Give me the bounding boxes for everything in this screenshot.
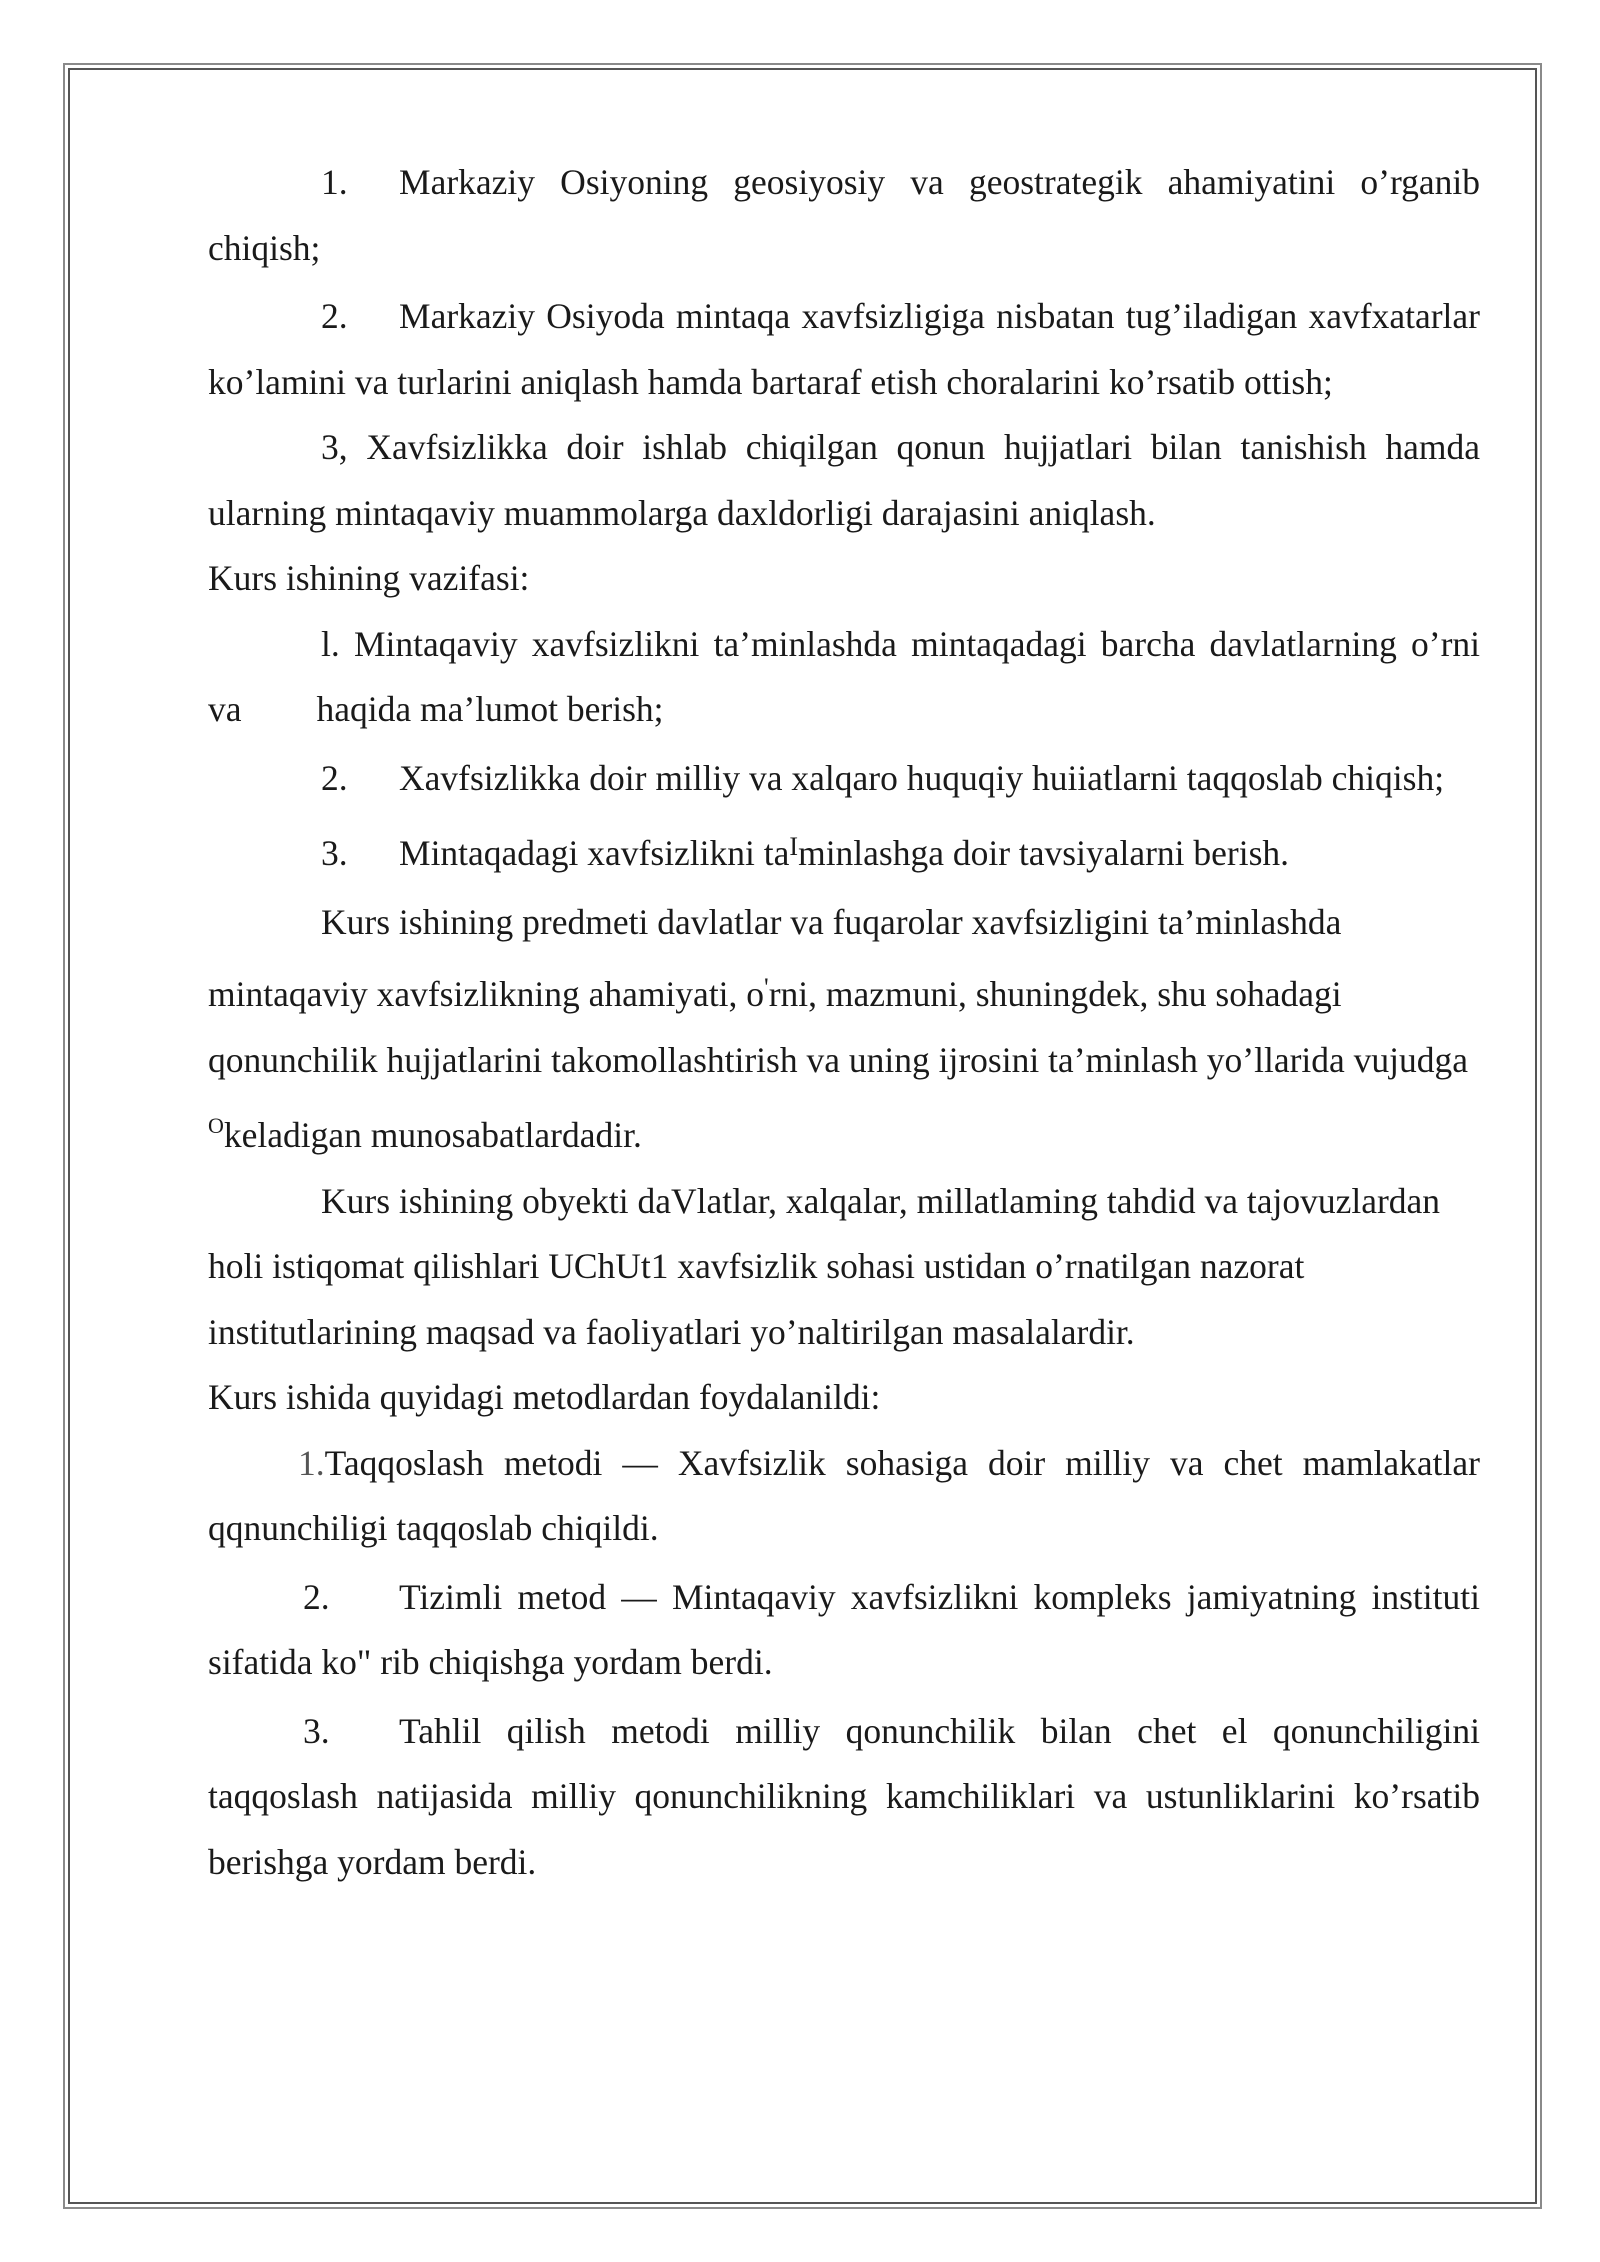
superscript-mark: O [208,1113,224,1138]
goal-item-1 [208,150,1480,281]
list-number: 1. [321,162,348,202]
list-number: 3, [321,427,348,467]
subject-paragraph [208,890,1480,1169]
method-item-1 [208,1431,1480,1562]
tasks-heading: Kurs ishining vazifasi: [208,558,530,598]
list-text: Mintaqadagi xavfsizlikni ta [399,833,790,873]
list-text-continued: minlashga doir tavsiyalarni berish. [798,833,1290,873]
list-number: 2. [303,1576,330,1617]
list-number: l. [321,623,340,664]
methods-heading: Kurs ishida quyidagi metodlardan foydalanildi: [208,1377,881,1417]
list-text: Xavfsizlikka doir ishlab chiqilgan qonun hujjatlari bilan tanishish hamda ularning mintaqaviy muammolarga daxldorligi darajasini aniqlash. [208,427,1481,533]
task-item-3 [208,814,1480,887]
list-text: Tahlil qilish metodi milliy qonunchilik bilan chet el qonunchiligini taqqoslash natijasida milliy qonunchilikning kamchiliklari va ustunliklarini ko’rsatib berishga yordam berdi. [208,1710,1480,1882]
object-paragraph: Kurs ishining obyekti daVlatlar, xalqalar, millatlaming tahdid va tajovuzlardan holi istiqomat qilishlari UChUt1 xavfsizlik sohasi ustidan o’rnatilgan nazorat institutlarining maqsad va faoliyatlari yo’naltirilgan masalalardir. [208,1180,1441,1352]
paragraph-text: Kurs ishining predmeti davlatlar va fuqarolar xavfsizligini ta’minlashda mintaqaviy xavfsizlikning ahamiyati, o [208,901,1342,1014]
ocr-mark: I [789,832,799,861]
task-item-2 [208,746,1480,812]
list-number: 2. [321,757,348,798]
list-text: Tizimli metod — Mintaqaviy xavfsizlikni kompleks jamiyatning instituti sifatida ko" rib chiqishga yordam berdi. [208,1576,1480,1682]
goal-item-3 [208,415,1480,546]
task-item-1 [208,612,1480,743]
list-text: Markaziy Osiyoning geosiyosiy va geostrategik ahamiyatini o’rganib chiqish; [208,162,1480,268]
list-text-continued: haqida ma’lumot berish; [316,689,664,729]
goal-item-2 [208,284,1480,415]
list-number: 3. [303,1710,330,1751]
list-text: Markaziy Osiyoda mintaqa xavfsizligiga nisbatan tug’iladigan xavfxatarlar ko’lamini va turlarini aniqlash hamda bartaraf etish choralarini ko’rsatib ottish; [208,296,1480,402]
list-text: Mintaqaviy xavfsizlikni ta’minlashda mintaqadagi barcha davlatlarning o’rni va [208,623,1481,729]
method-item-3 [208,1699,1480,1896]
list-text: Xavfsizlikka doir milliy va xalqaro huquqiy huiiatlarni taqqoslab chiqish; [399,757,1445,798]
list-text: Taqqoslash metodi — Xavfsizlik sohasiga doir milliy va chet mamlakatlar qqnunchiligi taqqoslab chiqildi. [208,1442,1480,1548]
document-body [208,150,1480,1895]
list-number: 3. [321,833,348,873]
method-item-2 [208,1565,1480,1696]
list-number: 2. [321,296,348,336]
list-number: 1. [298,1442,325,1483]
paragraph-text-continued: rni, mazmuni, shuningdek, shu sohadagi qonunchilik hujjatlarini takomollashtirish va uning ijrosini ta’minlash yo’llarida vujudga [208,974,1469,1080]
ocr-mark: ' [764,973,769,1002]
paragraph-text-end: keladigan munosabatlardadir. [223,1115,642,1155]
